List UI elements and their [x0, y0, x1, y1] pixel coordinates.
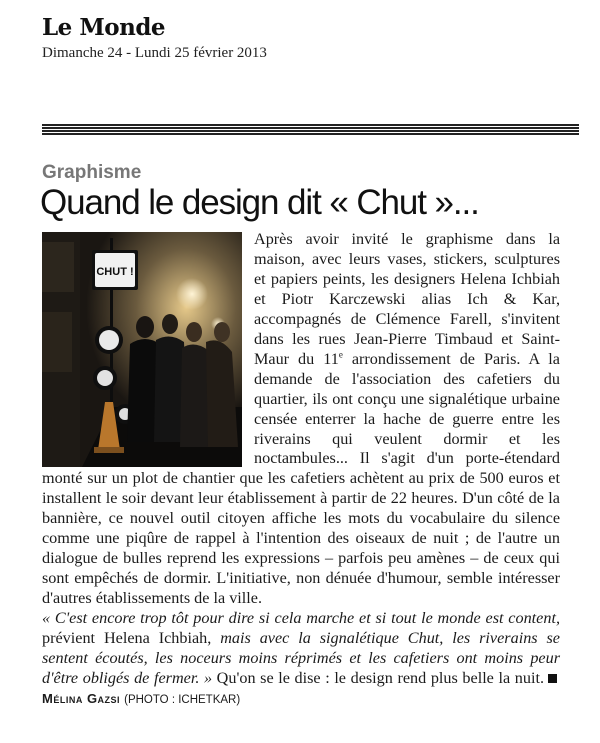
article-rubric: Graphisme	[42, 162, 142, 183]
quote-part-2: mais avec la signalétique Chut, les riverains se sentent écoutés, les noceurs moins réprimés et les cafetiers ont moins peur d'être obligés de fermer. »	[42, 629, 560, 687]
issue-date: Dimanche 24 - Lundi 25 février 2013	[42, 45, 267, 61]
para-text-a: Après avoir invité le graphisme dans la maison, avec leurs vases, stickers, sculptures et papiers peints, les designers Helena Ichbiah et Piotr Karczewski alias Ich & Kar, accompagnés de Clémence Farell, s'invitent dans les rues Jean-Pierre Timbaud et Saint-Maur du 11	[254, 230, 560, 368]
photo-placeholder	[42, 230, 254, 469]
quote-part-1: « C'est encore trop tôt pour dire si cela marche et si tout le monde est content,	[42, 609, 560, 628]
article-quote-paragraph	[42, 609, 560, 711]
article-body	[42, 230, 560, 711]
article-headline: Quand le design dit « Chut »...	[40, 183, 479, 222]
section-rules	[42, 124, 579, 136]
author-name: Mélina Gazsi	[42, 690, 121, 706]
masthead-logo: Le Monde	[42, 14, 166, 41]
ordinal-suffix: e	[338, 349, 343, 360]
quote-attribution: prévient Helena Ichbiah,	[42, 629, 221, 648]
end-of-article-square-icon	[548, 674, 557, 683]
photo-credit: (PHOTO : ICHETKAR)	[124, 693, 241, 706]
sign-text: CHUT !	[96, 266, 134, 278]
para-text-b: arrondissement de Paris. A la demande de l'association des cafetiers du quartier, ils ont conçu une signalétique urbaine censée enterrer la hache de guerre entre les riverains qui veulent dormir et les noctambules... Il s'agit d'un porte-étendard monté sur un plot de chantier que les cafetiers achètent au prix de 500 euros et installent le soir devant leur établissement à partir de 22 heures. D'un côté de la bannière, ce nouvel outil citoyen affiche les mots du vocabulaire du silence comme une piqûre de rappel à l'intention des oiseaux de nuit ; de l'autre un dialogue de bulles reprend les expressions – parfois peu amènes – de ceux qui sont empêchés de dormir. L'initiative, non dénuée d'humour, semble intéresser d'autres établissements de la ville.	[42, 349, 560, 608]
closing-sentence: Qu'on se le dise : le design rend plus belle la nuit.	[212, 668, 544, 687]
